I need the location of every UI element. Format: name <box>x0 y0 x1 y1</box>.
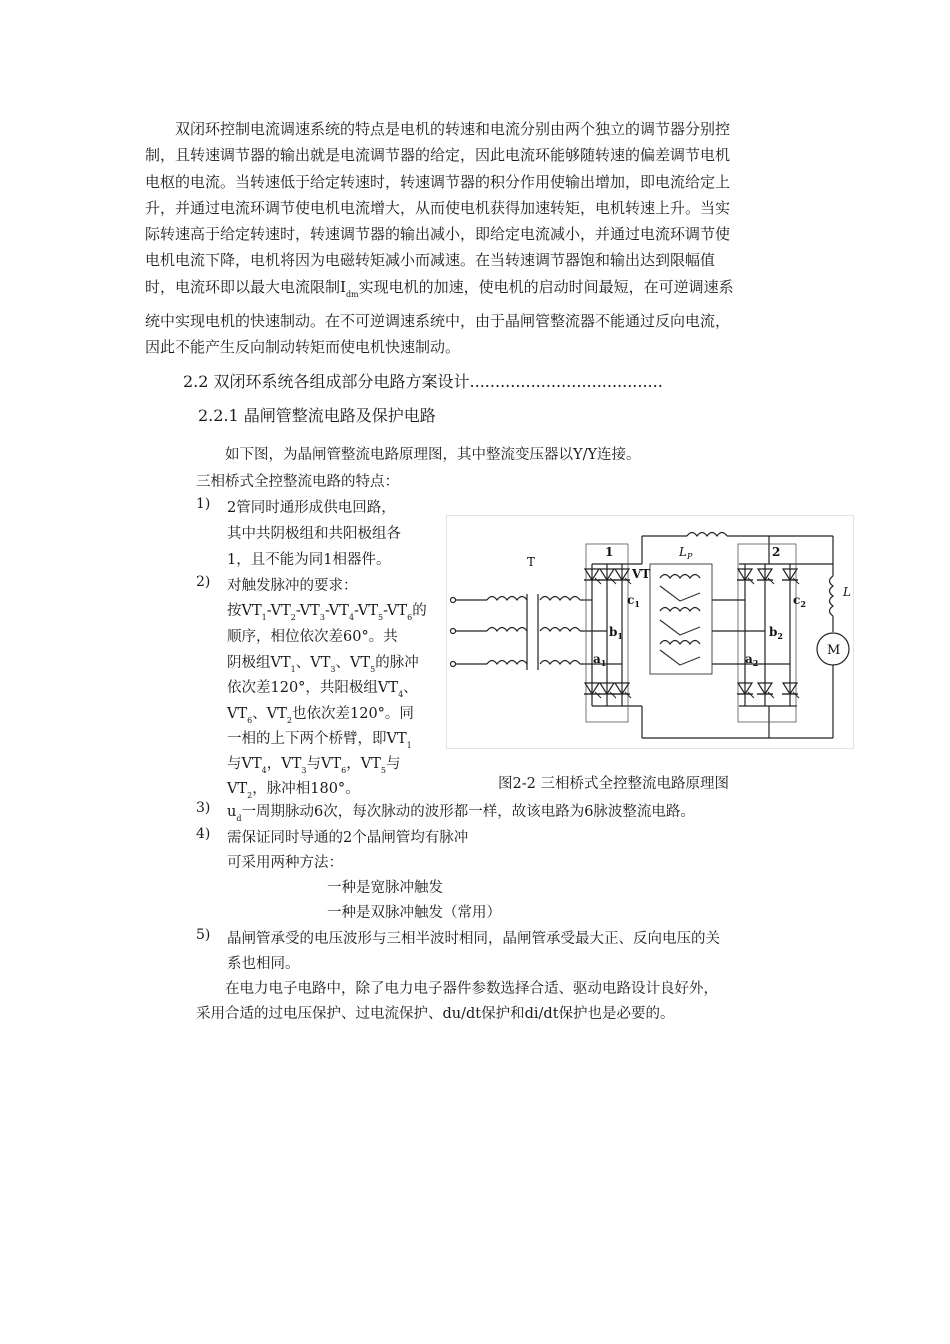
toc-leader: ...................................... <box>469 372 663 391</box>
intro-line: 际转速高于给定转速时，转速调节器的输出减小，即给定电流减小，并通过电流环调节使 <box>145 225 731 244</box>
item1-line: 1，且不能为同1相器件。 <box>227 552 391 568</box>
item5-line: 系也相同。 <box>227 956 300 972</box>
item2-line: 与$VT_4$，$VT_3$与$VT_6$，$VT_5$与 <box>227 756 401 775</box>
item2-title: 对触发脉冲的要求： <box>227 578 358 594</box>
item-number: 1) <box>196 496 211 512</box>
label-lp: $L_P$ <box>679 545 693 561</box>
label-transformer: T <box>527 555 536 569</box>
item4-methods-title: 可采用两种方法： <box>227 855 343 871</box>
label-b1: $b_1$ <box>609 625 623 641</box>
item-number: 3) <box>196 800 211 816</box>
section-heading: 2.2 双闭环系统各组成部分电路方案设计...................................... <box>183 372 663 391</box>
item2-sequence: 按$VT_1-VT_2-VT_3-VT_4-VT_5-VT_6$的 <box>227 603 427 622</box>
figure-intro: 如下图，为晶闸管整流电路原理图，其中整流变压器以Y/Y连接。 <box>196 447 641 463</box>
item3-line: $u_d$一周期脉动6次，每次脉动的波形都一样，故该电路为6脉波整流电路。 <box>227 804 695 823</box>
label-motor: M <box>827 643 841 658</box>
item2-line: $VT_6$、$VT_2$也依次差120°。同 <box>227 706 414 725</box>
item4-method: 一种是宽脉冲触发 <box>327 880 443 896</box>
intro-line: 升，并通过电流环调节使电机电流增大，从而使电机获得加速转矩，电机转速上升。当实 <box>145 198 731 217</box>
intro-line: 统中实现电机的快速制动。在不可逆调速系统中，由于晶闸管整流器不能通过反向电流， <box>145 312 731 331</box>
item2-line: 顺序，相位依次差60°。共 <box>227 629 398 645</box>
intro-paragraph <box>145 116 805 361</box>
label-bridge-1: 1 <box>605 545 614 559</box>
label-a2: $a_2$ <box>745 652 759 668</box>
label-b2: $b_2$ <box>769 625 783 641</box>
intro-line: 时，电流环即以最大电流限制$I_{dm}$实现电机的加速，使电机的启动时间最短，在可逆调速系 <box>145 277 734 299</box>
subsection-heading: 2.2.1 晶闸管整流电路及保护电路 <box>198 406 436 425</box>
figure-caption: 图2-2 三相桥式全控整流电路原理图 <box>498 776 729 792</box>
item-number: 5) <box>196 927 211 943</box>
item4-method: 一种是双脉冲触发（常用） <box>327 905 501 921</box>
item1-line: 其中共阴极组和共阳极组各 <box>227 526 401 542</box>
intro-line: 制，且转速调节器的输出就是电流调节器的给定，因此电流环能够随转速的偏差调节电机 <box>145 146 731 165</box>
item-number: 4) <box>196 826 211 842</box>
label-vt: VT <box>632 567 651 581</box>
label-l: L <box>843 585 851 599</box>
rectifier-circuit-diagram <box>447 516 853 748</box>
item2-line: 依次差120°，共阳极组$VT_4$、 <box>227 680 418 699</box>
item2-line: 阴极组$VT_1$、$VT_3$、$VT_5$的脉冲 <box>227 655 419 674</box>
item4-line: 需保证同时导通的2个晶闸管均有脉冲 <box>227 830 469 846</box>
item2-line: 一相的上下两个桥臂，即$VT_1$ <box>227 731 412 750</box>
rectifier-circuit-figure <box>446 515 854 749</box>
item1-line: 2管同时通形成供电回路， <box>227 500 396 516</box>
intro-line: 电枢的电流。当转速低于给定转速时，转速调节器的积分作用使输出增加，即电流给定上 <box>145 172 731 191</box>
intro-line: 因此不能产生反向制动转矩而使电机快速制动。 <box>145 338 461 357</box>
closing-line: 在电力电子电路中，除了电力电子器件参数选择合适、驱动电路设计良好外， <box>196 981 718 997</box>
item2-line: $VT_2$，脉冲相180°。 <box>227 781 360 800</box>
features-title: 三相桥式全控整流电路的特点： <box>196 474 399 490</box>
closing-line: 采用合适的过电压保护、过电流保护、du/dt保护和di/dt保护也是必要的。 <box>196 1006 675 1022</box>
item-number: 2) <box>196 574 211 590</box>
label-c1: $c_1$ <box>627 593 640 609</box>
label-a1: $a_1$ <box>593 652 607 668</box>
intro-line: 电机电流下降，电机将因为电磁转矩减小而减速。在当转速调节器饱和输出达到限幅值 <box>145 251 716 270</box>
label-c2: $c_2$ <box>793 593 806 609</box>
label-bridge-2: 2 <box>772 545 781 559</box>
item5-line: 晶闸管承受的电压波形与三相半波时相同，晶闸管承受最大正、反向电压的关 <box>227 931 720 947</box>
intro-line: 双闭环控制电流调速系统的特点是电机的转速和电流分别由两个独立的调节器分别控 <box>145 120 731 138</box>
